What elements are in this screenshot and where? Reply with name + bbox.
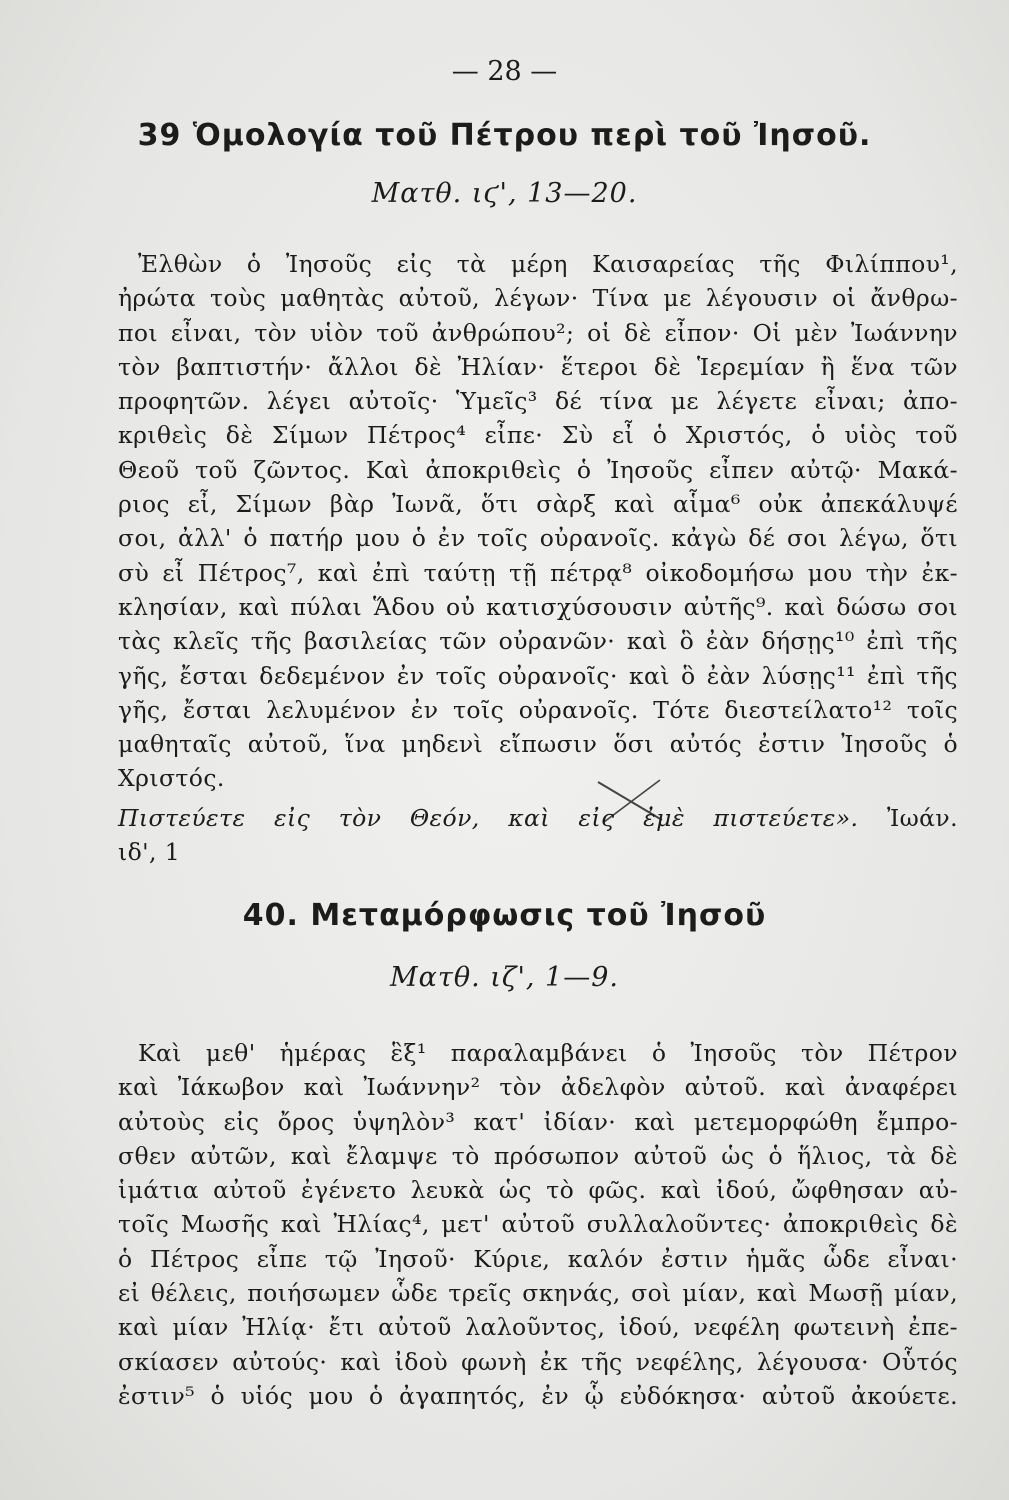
text-line: Χριστός. (118, 764, 225, 793)
text-line: κλησίαν, καὶ πύλαι Ἅδου οὐ κατισχύσουσιν αὐτῆς⁹. καὶ δώσω σοι (118, 592, 958, 621)
scripture-quote (118, 801, 958, 870)
text-line: Θεοῦ τοῦ ζῶντος. Καὶ ἀποκριθεὶς ὁ Ἰησοῦς εἶπεν αὐτῷ· Μακά- (118, 455, 958, 484)
text-line: σθεν αὐτῶν, καὶ ἔλαμψε τὸ πρόσωπον αὐτοῦ ὡς ὁ ἥλιος, τὰ δὲ (118, 1141, 958, 1170)
text-line: Καὶ μεθ' ἡμέρας ἓξ¹ παραλαμβάνει ὁ Ἰησοῦς τὸν Πέτρον (138, 1039, 958, 1067)
text-line: προφητῶν. λέγει αὐτοῖς· Ὑμεῖς³ δέ τίνα με λέγετε εἶναι; ἀπο- (118, 387, 958, 416)
text-line: τὰς κλεῖς τῆς βασιλείας τῶν οὐρανῶν· καὶ ὃ ἐὰν δήσῃς¹⁰ ἐπὶ τῆς (118, 627, 958, 656)
text-line: ριος εἶ, Σίμων βὰρ Ἰωνᾶ, ὅτι σὰρξ καὶ αἷμα⁶ οὐκ ἀπεκάλυψέ (118, 490, 958, 519)
page-number: — 28 — (451, 56, 558, 87)
text-line: γῆς, ἔσται δεδεμένον ἐν τοῖς οὐρανοῖς· καὶ ὃ ἐὰν λύσῃς¹¹ ἐπὶ τῆς (118, 661, 958, 690)
quote-source-line2: ιδ', 1 (118, 838, 181, 867)
section-39-text (118, 247, 958, 796)
text-line: τὸν βαπτιστήν· ἄλλοι δὲ Ἠλίαν· ἕτεροι δὲ Ἱερεμίαν ἢ ἕνα τῶν (118, 352, 958, 381)
text-line: ὁ Πέτρος εἶπε τῷ Ἰησοῦ· Κύριε, καλόν ἐστιν ἡμᾶς ὧδε εἶναι· (118, 1244, 958, 1273)
section-heading-40: 40. Μεταμόρφωσις τοῦ Ἰησοῦ (242, 898, 767, 933)
section-heading-39: 39 Ὁμολογία τοῦ Πέτρου περὶ τοῦ Ἰησοῦ. (137, 118, 872, 153)
quote-italic-text: Πιστεύετε εἰς τὸν Θεόν, καὶ εἰς ἐμὲ πιστεύετε». (118, 804, 859, 832)
text-line: γῆς, ἔσται λελυμένον ἐν τοῖς οὐρανοῖς. Τότε διεστείλατο¹² τοῖς (118, 695, 958, 724)
text-line: σκίασεν αὐτούς· καὶ ἰδοὺ φωνὴ ἐκ τῆς νεφέλης, λέγουσα· Οὗτός (118, 1347, 958, 1376)
text-line: εἰ θέλεις, ποιήσωμεν ὧδε τρεῖς σκηνάς, σοὶ μίαν, καὶ Μωσῇ μίαν, (118, 1279, 958, 1308)
quote-source: Ἰωάν. (858, 804, 958, 832)
scripture-reference-39: Ματθ. ιϛ', 13—20. (371, 178, 638, 209)
text-line: καὶ μίαν Ἠλίᾳ· ἔτι αὐτοῦ λαλοῦντος, ἰδού, νεφέλη φωτεινὴ ἐπε- (118, 1313, 958, 1342)
text-line: ἠρώτα τοὺς μαθητὰς αὐτοῦ, λέγων· Τίνα με λέγουσιν οἱ ἄνθρω- (118, 284, 958, 313)
text-line: τοῖς Μωσῆς καὶ Ἠλίας⁴, μετ' αὐτοῦ συλλαλοῦντες· ἀποκριθεὶς δὲ (118, 1210, 958, 1239)
text-line: καὶ Ἰάκωβον καὶ Ἰωάννην² τὸν ἀδελφὸν αὐτοῦ. καὶ ἀναφέρει (118, 1073, 958, 1102)
text-line: κριθεὶς δὲ Σίμων Πέτρος⁴ εἶπε· Σὺ εἶ ὁ Χριστός, ὁ υἱὸς τοῦ (118, 421, 958, 450)
section-40-text (118, 1036, 958, 1413)
text-line: σὺ εἶ Πέτρος⁷, καὶ ἐπὶ ταύτῃ τῇ πέτρᾳ⁸ οἰκοδομήσω μου τὴν ἐκ- (118, 558, 958, 587)
scripture-reference-40: Ματθ. ιζ', 1—9. (390, 962, 619, 993)
text-line: σοι, ἀλλ' ὁ πατήρ μου ὁ ἐν τοῖς οὐρανοῖς. κἀγὼ δέ σοι λέγω, ὅτι (118, 524, 958, 553)
text-line: αὐτοὺς εἰς ὄρος ὑψηλὸν³ κατ' ἰδίαν· καὶ μετεμορφώθη ἔμπρο- (118, 1107, 958, 1136)
text-line: Ἐλθὼν ὁ Ἰησοῦς εἰς τὰ μέρη Καισαρείας τῆς Φιλίππου¹, (138, 250, 958, 278)
text-line: ἱμάτια αὐτοῦ ἐγένετο λευκὰ ὡς τὸ φῶς. καὶ ἰδού, ὤφθησαν αὐ- (118, 1176, 958, 1205)
text-line: ἐστιν⁵ ὁ υἱός μου ὁ ἀγαπητός, ἐν ᾧ εὐδόκησα· αὐτοῦ ἀκούετε. (118, 1381, 958, 1410)
text-line: ποι εἶναι, τὸν υἱὸν τοῦ ἀνθρώπου²; οἱ δὲ εἶπον· Οἱ μὲν Ἰωάννην (118, 318, 958, 347)
text-line: μαθηταῖς αὐτοῦ, ἵνα μηδενὶ εἴπωσιν ὅσι αὐτός ἐστιν Ἰησοῦς ὁ (118, 730, 958, 759)
